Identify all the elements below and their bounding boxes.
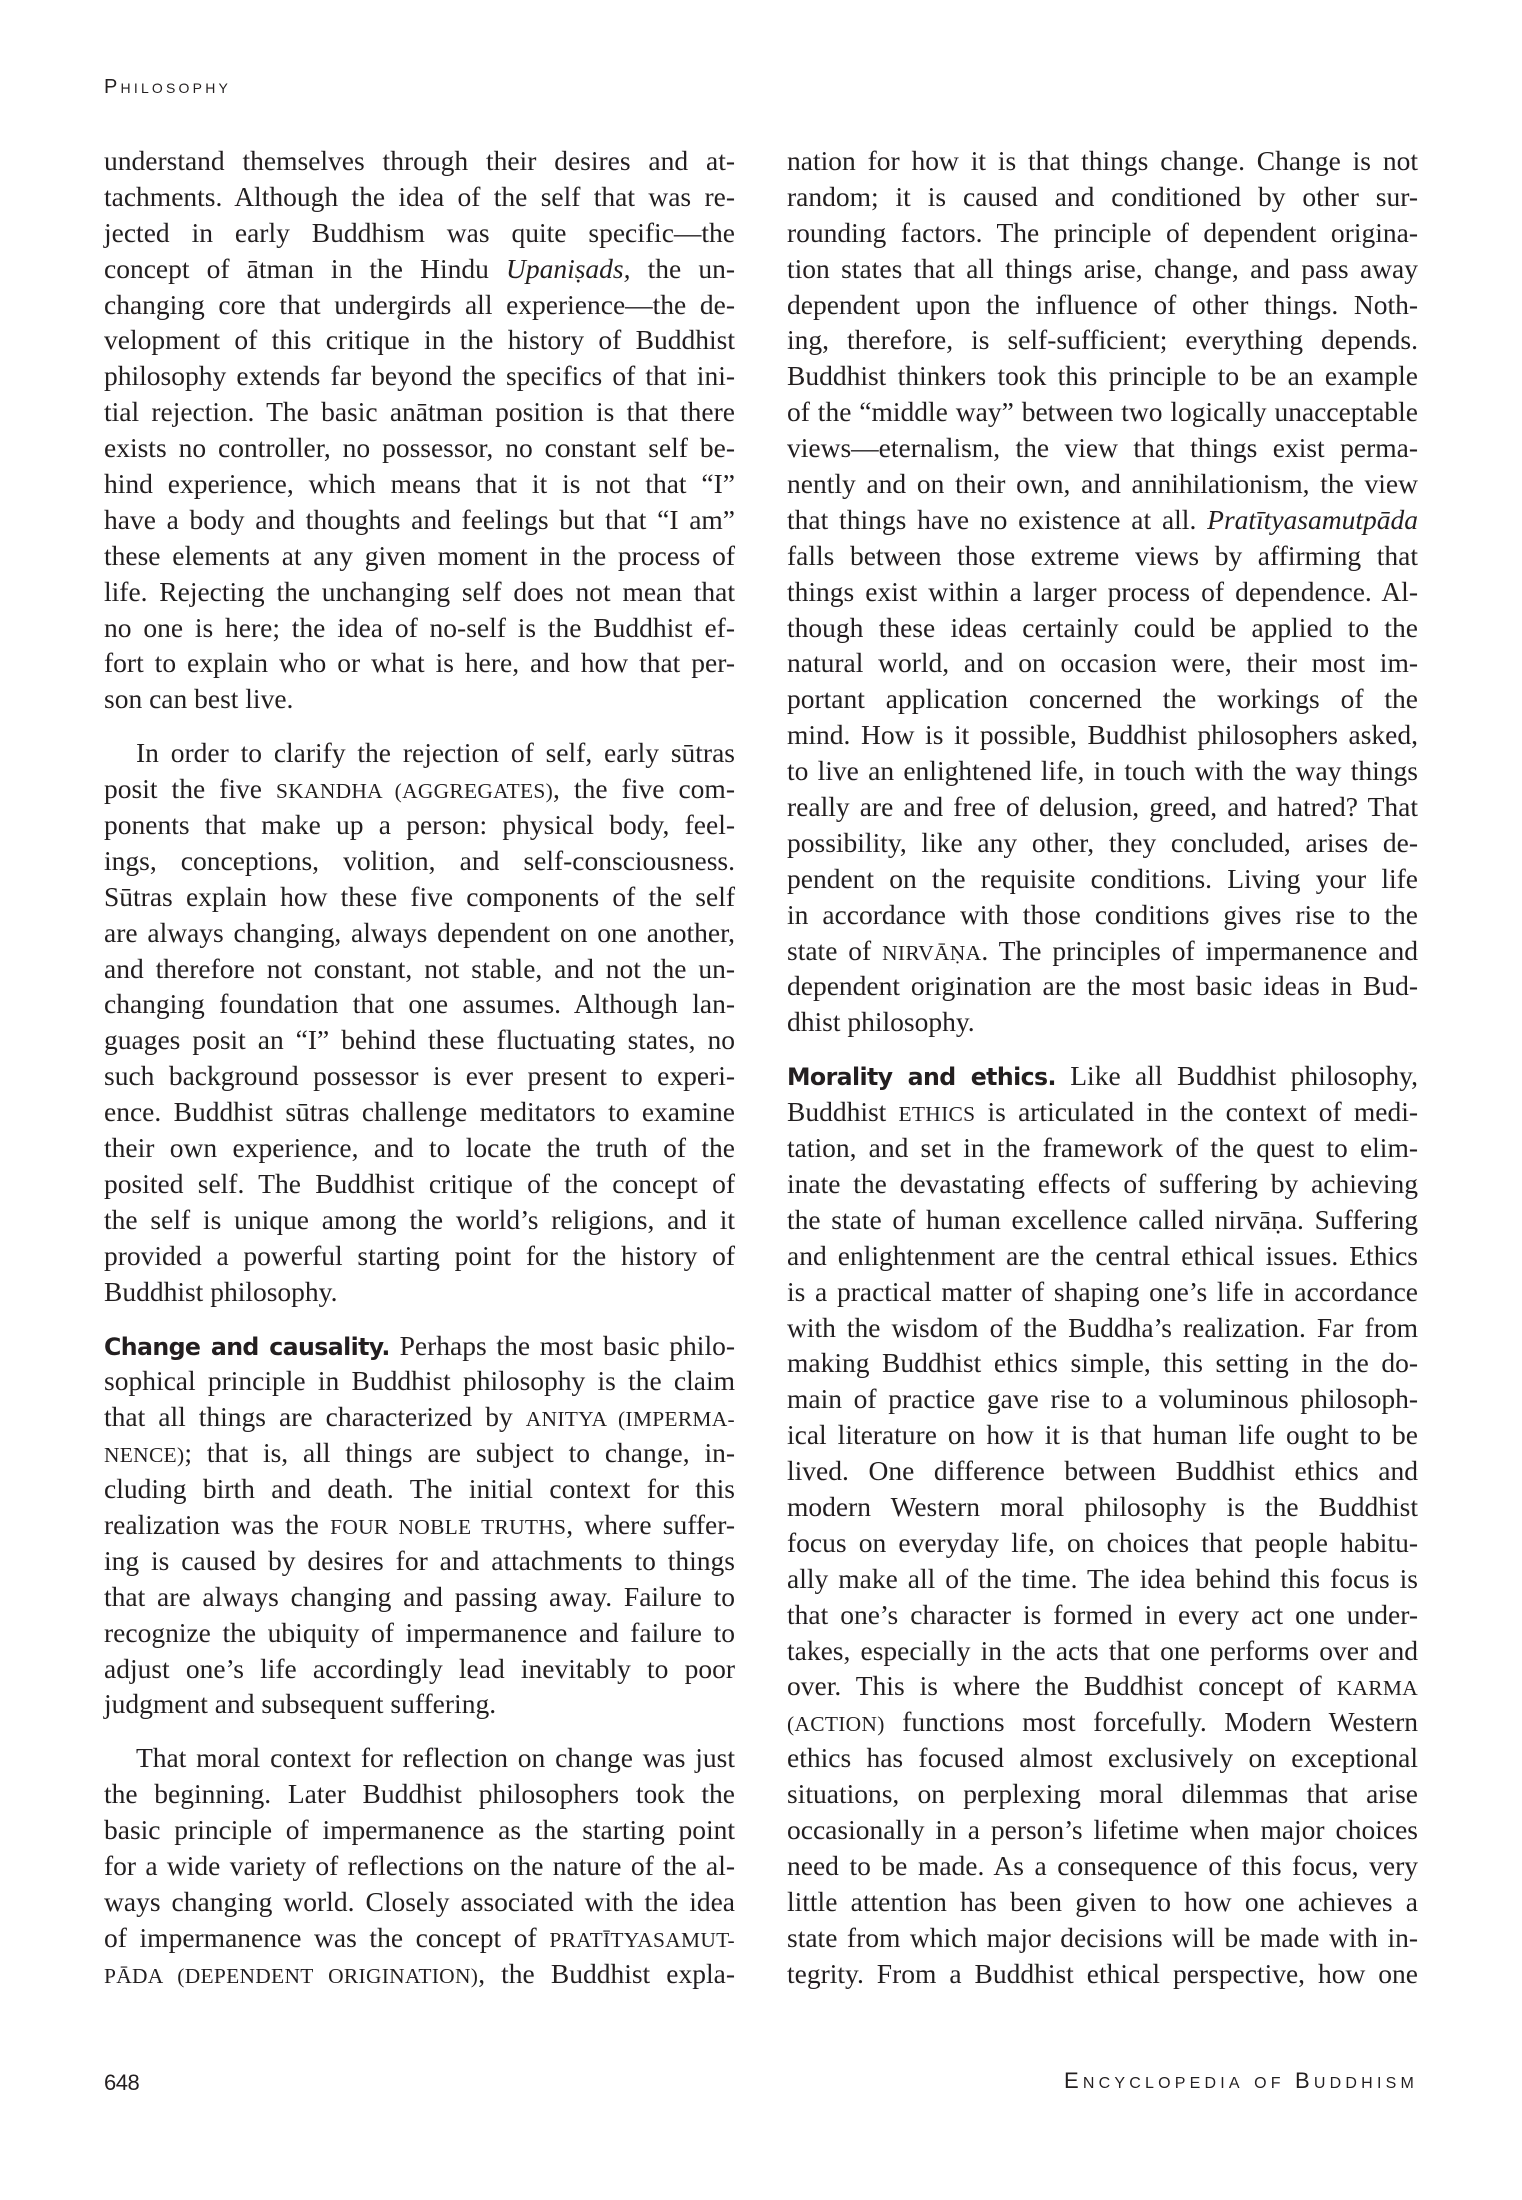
text-line	[104, 1507, 735, 1543]
text-run: rounding factors. The principle of dependent origina-	[787, 216, 1418, 248]
text-line	[104, 215, 735, 251]
text-run: though these ideas certainly could be applied to the	[787, 611, 1418, 643]
text-line	[104, 951, 735, 987]
text-line	[104, 1812, 735, 1848]
text-run: understand themselves through their desires and at-	[104, 145, 735, 176]
cross-reference: SKANDHA (AGGREGATES)	[276, 779, 554, 804]
text-line	[104, 502, 735, 538]
text-line	[787, 825, 1418, 861]
text-run: Sūtras explain how these five components of the self	[104, 880, 735, 912]
text-run: that are always changing and passing away. Failure to	[104, 1580, 735, 1612]
text-run: tegrity. From a Buddhist ethical perspective, how one	[787, 1957, 1418, 1989]
text-run: such background possessor is ever present to experi-	[104, 1060, 735, 1092]
text-run: takes, especially in the acts that one performs over and	[787, 1634, 1418, 1666]
cross-reference: ETHICS	[898, 1102, 976, 1127]
text-line	[104, 1058, 735, 1094]
text-run: ing is caused by desires for and attachments to things	[104, 1544, 735, 1576]
text-run: nently and on their own, and annihilationism, the view	[787, 468, 1418, 500]
text-run: tation, and set in the framework of the quest to elim-	[787, 1132, 1418, 1164]
text-line	[787, 861, 1418, 897]
text-line	[104, 1686, 735, 1722]
text-run: really are and free of delusion, greed, and hatred? That	[787, 791, 1418, 823]
text-run: concept of ātman in the Hindu	[104, 252, 506, 284]
text-line	[104, 1094, 735, 1130]
text-line	[787, 322, 1418, 358]
text-run: tial rejection. The basic anātman position is that there	[104, 396, 735, 428]
text-line	[104, 879, 735, 915]
text-run: views—eternalism, the view that things exist perma-	[787, 432, 1418, 464]
text-line	[787, 143, 1418, 179]
text-run: dhist philosophy.	[787, 1006, 975, 1038]
text-run: nation for how it is that things change. Change is not	[787, 145, 1418, 176]
text-line	[104, 1166, 735, 1202]
text-line	[787, 1704, 1418, 1740]
text-line	[104, 1884, 735, 1920]
text-run: changing foundation that one assumes. Although lan-	[104, 988, 735, 1020]
text-run: changing core that undergirds all experience—the de-	[104, 288, 735, 320]
text-line	[787, 1417, 1418, 1453]
text-run: occasionally in a person’s lifetime when major choices	[787, 1813, 1418, 1845]
text-line	[787, 1920, 1418, 1956]
text-run: of impermanence was the concept of	[104, 1921, 550, 1953]
text-line	[787, 1668, 1418, 1704]
text-line	[787, 1166, 1418, 1202]
text-line	[787, 1525, 1418, 1561]
italic-term: Pratītyasamutpāda	[1207, 503, 1418, 535]
text-line	[787, 1202, 1418, 1238]
text-run: ; that is, all things are subject to change, in-	[184, 1437, 735, 1469]
text-run: Like all Buddhist philosophy,	[1055, 1060, 1418, 1092]
text-run: focus on everyday life, on choices that people habitu-	[787, 1526, 1418, 1558]
text-line	[104, 538, 735, 574]
text-run: modern Western moral philosophy is the Buddhist	[787, 1490, 1418, 1522]
text-run: fort to explain who or what is here, and how that per-	[104, 647, 735, 679]
text-run: to live an enlightened life, in touch with the way things	[787, 755, 1418, 787]
cross-reference: PĀDA (DEPENDENT ORIGINATION)	[104, 1963, 479, 1988]
text-run: their own experience, and to locate the truth of the	[104, 1132, 735, 1164]
text-run: that things have no existence at all.	[787, 503, 1208, 535]
text-run: tion states that all things arise, change, and pass away	[787, 252, 1418, 284]
text-line	[104, 1274, 735, 1310]
text-run: , the Buddhist expla-	[478, 1957, 735, 1989]
text-line	[787, 1453, 1418, 1489]
column-right	[787, 143, 1418, 2009]
text-line	[787, 394, 1418, 430]
text-line	[104, 1579, 735, 1615]
text-run: Buddhist philosophy.	[104, 1275, 338, 1307]
text-run: ways changing world. Closely associated with the idea	[104, 1885, 735, 1917]
text-line	[104, 1399, 735, 1435]
text-line	[104, 1651, 735, 1687]
text-run: natural world, and on occasion were, their most im-	[787, 647, 1418, 679]
section-heading: Morality and ethics.	[787, 1063, 1056, 1092]
text-line	[104, 1740, 735, 1776]
text-line	[787, 1274, 1418, 1310]
text-run: judgment and subsequent suffering.	[104, 1688, 497, 1720]
cross-reference: FOUR NOBLE TRUTHS	[330, 1514, 567, 1539]
text-line	[787, 753, 1418, 789]
text-line	[787, 502, 1418, 538]
text-run: is articulated in the context of medi-	[975, 1096, 1418, 1128]
text-run: basic principle of impermanence as the starting point	[104, 1814, 735, 1846]
text-run: for a wide variety of reflections on the nature of the al-	[104, 1849, 735, 1881]
text-line	[104, 1435, 735, 1471]
text-run: state of	[787, 934, 883, 966]
text-run: Buddhist thinkers took this principle to be an example	[787, 360, 1418, 392]
text-line	[787, 358, 1418, 394]
text-line	[787, 1776, 1418, 1812]
text-line	[787, 610, 1418, 646]
text-run: need to be made. As a consequence of this focus, very	[787, 1849, 1418, 1881]
text-line	[787, 466, 1418, 502]
text-run: In order to clarify the rejection of self, early sūtras	[136, 737, 735, 769]
text-line	[787, 574, 1418, 610]
text-run: lived. One difference between Buddhist ethics and	[787, 1455, 1418, 1487]
text-line	[787, 789, 1418, 825]
text-line	[787, 897, 1418, 933]
text-line	[787, 1489, 1418, 1525]
text-line	[787, 968, 1418, 1004]
text-run: . The principles of impermanence and	[981, 934, 1418, 966]
text-run: over. This is where the Buddhist concept of	[787, 1670, 1337, 1702]
text-line	[787, 1058, 1418, 1094]
text-run: Buddhist	[787, 1096, 899, 1128]
text-line	[787, 645, 1418, 681]
text-line	[104, 986, 735, 1022]
text-line	[787, 1848, 1418, 1884]
text-run: little attention has been given to how one achieves a	[787, 1885, 1418, 1917]
text-run: exists no controller, no possessor, no constant self be-	[104, 432, 735, 464]
text-line	[104, 574, 735, 610]
text-run: state from which major decisions will be made with in-	[787, 1921, 1418, 1953]
text-run: ponents that make up a person: physical body, feel-	[104, 809, 735, 841]
text-run: Perhaps the most basic philo-	[389, 1329, 735, 1361]
text-line	[104, 358, 735, 394]
text-line	[104, 807, 735, 843]
text-line	[787, 1812, 1418, 1848]
text-line	[104, 1238, 735, 1274]
text-line	[104, 915, 735, 951]
book-title-word: ENCYCLOPEDIA	[1064, 2068, 1244, 2093]
text-line	[104, 466, 735, 502]
text-run: , where suffer-	[566, 1508, 736, 1540]
text-run: falls between those extreme views by affirming that	[787, 539, 1418, 571]
text-run: adjust one’s life accordingly lead inevitably to poor	[104, 1652, 735, 1684]
text-line	[787, 1345, 1418, 1381]
paragraph	[787, 1058, 1418, 1991]
text-run: in accordance with those conditions gives rise to the	[787, 898, 1418, 930]
text-line	[787, 215, 1418, 251]
text-run: portant application concerned the workings of the	[787, 683, 1418, 715]
text-run: philosophy extends far beyond the specifics of that ini-	[104, 360, 735, 392]
cross-reference: KARMA	[1336, 1676, 1418, 1701]
text-line	[787, 681, 1418, 717]
page-number: 648	[104, 2070, 140, 2095]
text-run: son can best live.	[104, 683, 294, 715]
text-line	[787, 1740, 1418, 1776]
text-line	[787, 717, 1418, 753]
text-line	[787, 933, 1418, 969]
text-run: are always changing, always dependent on one another,	[104, 916, 735, 948]
text-run: posit the five	[104, 773, 277, 805]
cross-reference: NIRVĀṆA	[882, 940, 982, 965]
text-line	[787, 430, 1418, 466]
text-line	[787, 1597, 1418, 1633]
text-line	[104, 1202, 735, 1238]
text-run: the self is unique among the world’s religions, and it	[104, 1203, 735, 1235]
paragraph	[787, 143, 1418, 1040]
text-line	[787, 1381, 1418, 1417]
book-title-word: OF	[1254, 2075, 1285, 2092]
text-run: recognize the ubiquity of impermanence and failure to	[104, 1616, 735, 1648]
text-run: provided a powerful starting point for the history of	[104, 1239, 735, 1271]
text-line	[104, 1130, 735, 1166]
text-line	[104, 1022, 735, 1058]
text-line	[787, 1094, 1418, 1130]
text-line	[104, 394, 735, 430]
text-run: of the “middle way” between two logically unacceptable	[787, 396, 1418, 428]
text-line	[104, 1920, 735, 1956]
text-line	[104, 430, 735, 466]
text-line	[787, 1238, 1418, 1274]
text-line	[104, 1848, 735, 1884]
text-line	[787, 1130, 1418, 1166]
text-run: functions most forcefully. Modern Western	[884, 1706, 1418, 1738]
text-line	[104, 287, 735, 323]
paragraph	[104, 735, 735, 1309]
text-line	[104, 1363, 735, 1399]
text-run: pendent on the requisite conditions. Living your life	[787, 862, 1418, 894]
column-left	[104, 143, 735, 2010]
text-run: cluding birth and death. The initial context for this	[104, 1473, 735, 1505]
text-line	[104, 1328, 735, 1364]
italic-term: Upaniṣads,	[505, 252, 631, 284]
text-run: That moral context for reflection on change was just	[136, 1742, 735, 1774]
text-line	[787, 287, 1418, 323]
text-run: main of practice gave rise to a voluminous philosoph-	[787, 1383, 1418, 1415]
text-run: dependent origination are the most basic ideas in Bud-	[787, 970, 1418, 1002]
text-run: jected in early Buddhism was quite specific—the	[104, 216, 735, 248]
text-line	[104, 681, 735, 717]
text-line	[787, 179, 1418, 215]
text-run: the un-	[630, 252, 735, 284]
text-line	[104, 179, 735, 215]
text-line	[104, 322, 735, 358]
text-run: situations, on perplexing moral dilemmas that arise	[787, 1778, 1418, 1810]
running-head: Philosophy	[104, 76, 232, 98]
text-run: sophical principle in Buddhist philosophy is the claim	[104, 1365, 735, 1397]
text-run: ings, conceptions, volition, and self-consciousness.	[104, 844, 735, 876]
text-line	[787, 1884, 1418, 1920]
text-run: ence. Buddhist sūtras challenge meditators to examine	[104, 1096, 735, 1128]
text-line	[104, 645, 735, 681]
text-run: is a practical matter of shaping one’s life in accordance	[787, 1275, 1418, 1307]
text-run: have a body and thoughts and feelings but that “I am”	[104, 503, 735, 535]
text-line	[104, 771, 735, 807]
text-line	[787, 1633, 1418, 1669]
text-run: ethics has focused almost exclusively on exceptional	[787, 1742, 1418, 1774]
cross-reference: ANITYA (IMPERMA-	[525, 1407, 735, 1432]
text-run: the beginning. Later Buddhist philosophers took the	[104, 1778, 735, 1810]
text-run: life. Rejecting the unchanging self does not mean that	[104, 575, 735, 607]
cross-reference: PRATĪTYASAMUT-	[549, 1927, 735, 1952]
text-line	[104, 1615, 735, 1651]
text-run: ical literature on how it is that human life ought to be	[787, 1419, 1418, 1451]
cross-reference: NENCE)	[104, 1443, 185, 1468]
text-run: ing, therefore, is self-sufficient; everything depends.	[787, 324, 1418, 356]
text-line	[787, 538, 1418, 574]
text-line	[104, 143, 735, 179]
section-heading: Change and causality.	[104, 1332, 390, 1361]
cross-reference: (ACTION)	[787, 1712, 885, 1737]
text-run: no one is here; the idea of no-self is the Buddhist ef-	[104, 611, 735, 643]
paragraph	[104, 1740, 735, 1991]
text-run: guages posit an “I” behind these fluctuating states, no	[104, 1024, 735, 1056]
text-run: posited self. The Buddhist critique of the concept of	[104, 1167, 735, 1199]
text-line	[104, 1543, 735, 1579]
text-run: things exist within a larger process of dependence. Al-	[787, 575, 1418, 607]
text-run: velopment of this critique in the history of Buddhist	[104, 324, 735, 356]
text-run: tachments. Although the idea of the self that was re-	[104, 180, 735, 212]
text-run: , the five com-	[553, 773, 735, 805]
text-line	[787, 1310, 1418, 1346]
text-run: and enlightenment are the central ethical issues. Ethics	[787, 1239, 1418, 1271]
text-line	[104, 251, 735, 287]
text-line	[104, 610, 735, 646]
text-run: dependent upon the influence of other things. Noth-	[787, 288, 1418, 320]
text-run: with the wisdom of the Buddha’s realization. Far from	[787, 1311, 1418, 1343]
text-line	[787, 251, 1418, 287]
text-run: realization was the	[104, 1508, 331, 1540]
paragraph	[104, 143, 735, 717]
text-line	[787, 1561, 1418, 1597]
text-run: ally make all of the time. The idea behind this focus is	[787, 1562, 1418, 1594]
text-run: that all things are characterized by	[104, 1401, 526, 1433]
text-run: making Buddhist ethics simple, this setting in the do-	[787, 1347, 1418, 1379]
text-run: inate the devastating effects of suffering by achieving	[787, 1167, 1418, 1199]
text-run: these elements at any given moment in the process of	[104, 539, 735, 571]
text-run: and therefore not constant, not stable, and not the un-	[104, 952, 735, 984]
text-line	[104, 735, 735, 771]
book-title	[1064, 2068, 1418, 2094]
text-line	[104, 1471, 735, 1507]
text-line	[104, 1956, 735, 1992]
text-run: the state of human excellence called nirvāṇa. Suffering	[787, 1203, 1418, 1235]
text-run: random; it is caused and conditioned by other sur-	[787, 180, 1418, 212]
text-run: possibility, like any other, they concluded, arises de-	[787, 826, 1418, 858]
text-run: hind experience, which means that it is not that “I”	[104, 468, 735, 500]
text-line	[787, 1956, 1418, 1992]
book-title-word: BUDDHISM	[1295, 2068, 1418, 2093]
text-line	[104, 843, 735, 879]
paragraph	[104, 1328, 735, 1723]
text-line	[104, 1776, 735, 1812]
text-run: that one’s character is formed in every act one under-	[787, 1598, 1418, 1630]
text-run: mind. How is it possible, Buddhist philosophers asked,	[787, 719, 1418, 751]
text-line	[787, 1004, 1418, 1040]
